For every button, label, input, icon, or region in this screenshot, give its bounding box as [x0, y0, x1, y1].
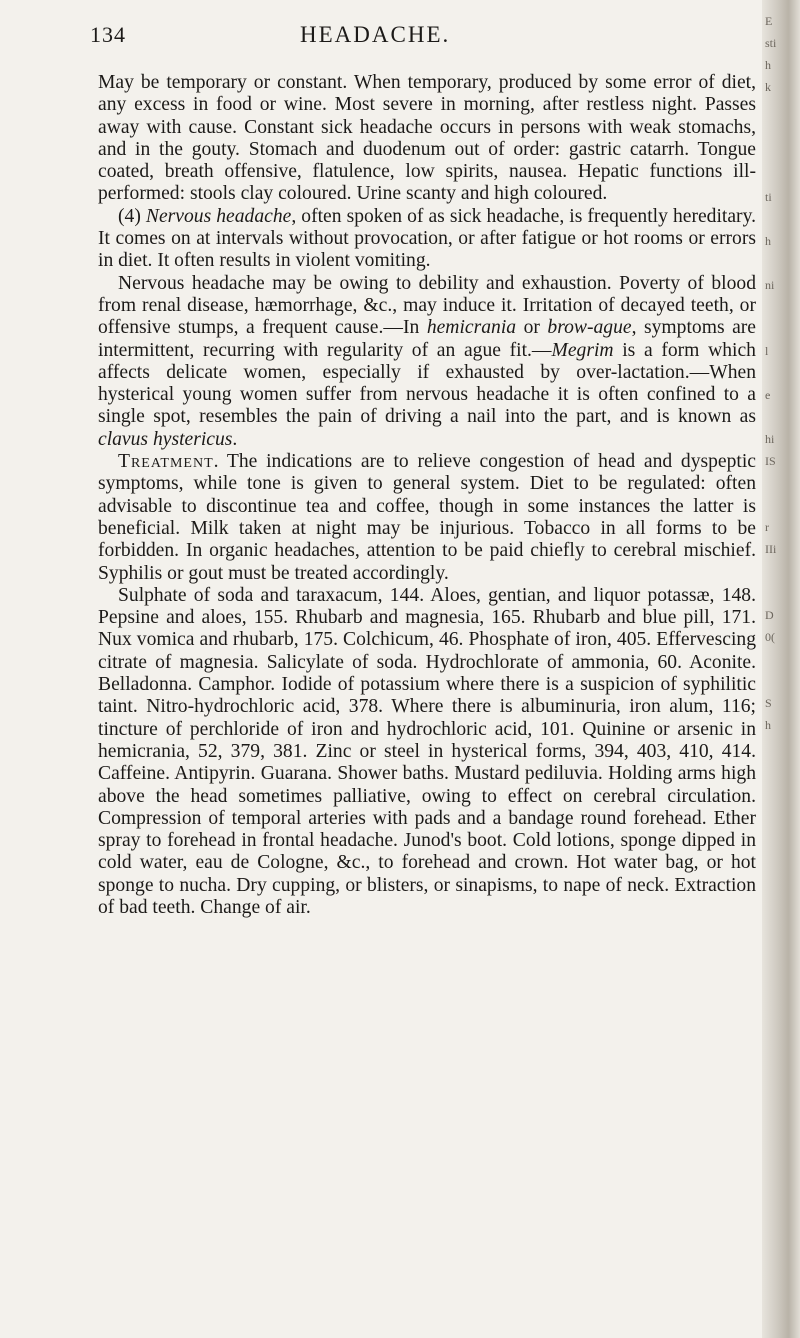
page-number: 134	[90, 22, 126, 47]
running-title: HEADACHE.	[300, 22, 451, 47]
gutter-fragment	[765, 472, 795, 494]
text-run: is a form which affects delicate women, especially if exhausted by over-lactation.—When hysterical young women suffer from nervous headache it is often confined to a single spot, resembles the pain of driving a nail into the part, and is known as	[98, 339, 756, 428]
text-run: . The indications are to relieve congestion of head and dyspeptic symptoms, while tone is given to general system. Diet to be regulated: often advisable to discontinue tea and coffee, though in some instances the latter is beneficial. Milk taken at night may be injurious. Tobacco in all forms to be forbidden. In organic headaches, attention to be paid chiefly to cerebral mischief. Syphilis or gout must be treated accordingly.	[98, 451, 756, 584]
gutter-fragment: l	[765, 344, 769, 358]
text-run: or	[516, 317, 548, 339]
gutter-fragment	[765, 560, 795, 582]
gutter-fragment: E	[765, 14, 773, 28]
text-run: , often spoken of as sick headache, is frequently hereditary. It comes on at intervals without provocation, or after fatigue or hot rooms or errors in diet. It often results in violent vomiting.	[98, 205, 756, 272]
gutter-fragment: h	[765, 234, 771, 248]
gutter-fragment	[765, 362, 795, 384]
gutter-fragment	[765, 164, 795, 186]
running-header	[0, 20, 770, 60]
italic-term: Nervous headache	[145, 205, 292, 227]
gutter-fragment: h	[765, 58, 771, 72]
gutter-fragment	[765, 252, 795, 274]
section-label: Treatment	[118, 451, 214, 473]
gutter-fragment	[765, 912, 795, 934]
gutter-fragment	[765, 318, 795, 340]
gutter-fragment: D	[765, 608, 774, 622]
gutter-fragment	[765, 648, 795, 670]
gutter-fragment	[765, 736, 795, 758]
gutter-fragment	[765, 406, 795, 428]
text-run: .	[232, 428, 238, 450]
gutter-fragment: e	[765, 388, 771, 402]
italic-term: clavus hystericus	[98, 428, 233, 450]
gutter-fragment	[765, 98, 795, 120]
gutter-fragment	[765, 956, 795, 978]
italic-term: Megrim	[551, 339, 614, 361]
gutter-fragment	[765, 296, 795, 318]
text-run: May be temporary or constant. When temporary, produced by some error of diet, any excess in food or wine. Most severe in morning, after restless night. Passes away with cause. Constant sick headache occurs in persons with weak stomachs, and in the gouty. Stomach and duodenum out of order: gastric catarrh. Tongue coated, breath offensive, flatulence, low spirits, nausea. Hepatic functions ill-performed: stools clay coloured. Urine scanty and high coloured.	[98, 72, 756, 205]
body-text	[98, 72, 756, 919]
facing-page-fragments	[765, 10, 795, 1066]
gutter-fragment	[765, 780, 795, 802]
gutter-fragment	[765, 1022, 795, 1044]
gutter-fragment: IS	[765, 454, 776, 468]
italic-term: hemicrania	[426, 317, 517, 339]
text-run: (4)	[118, 205, 146, 227]
gutter-fragment	[765, 120, 795, 142]
gutter-fragment	[765, 142, 795, 164]
gutter-fragment	[765, 868, 795, 890]
gutter-fragment	[765, 802, 795, 824]
text-run: Nervous headache may be owing to debility and exhaustion. Poverty of blood from renal disease, hæmorrhage, &c., may induce it. Irritation of decayed teeth, or offensive stumps, a frequent cause.—In	[98, 272, 756, 339]
gutter-fragment	[765, 890, 795, 912]
paragraph	[98, 451, 756, 585]
gutter-fragment	[765, 1044, 795, 1066]
text-run: Sulphate of soda and taraxacum, 144. Aloes, gentian, and liquor potassæ, 148. Pepsine and aloes, 155. Rhubarb and magnesia, 165. Rhubarb and blue pill, 171. Nux vomica and rhubarb, 175. Colchicum, 46. Phosphate of iron, 405. Effervescing citrate of magnesia. Salicylate of soda. Hydrochlorate of ammonia, 60. Aconite. Belladonna. Camphor. Iodide of potassium where there is a suspicion of syphilitic taint. Nitro-hydrochloric acid, 378. Where there is albuminuria, iron alum, 116; tincture of perchloride of iron and hydrochloric acid, 101. Quinine or arsenic in hemicrania, 52, 379, 381. Zinc or steel in hysterical forms, 394, 403, 410, 414. Caffeine. Antipyrin. Guarana. Shower baths. Mustard pediluvia. Holding arms high above the head sometimes palliative, owing to effect on cerebral circulation. Compression of temporal arteries with pads and a bandage round forehead. Ether spray to forehead in frontal headache. Junod's boot. Cold lotions, sponge dipped in cold water, eau de Cologne, &c., to forehead and crown. Hot water bag, or hot sponge to nucha. Dry cupping, or blisters, or sinapisms, to nape of neck. Extraction of bad teeth. Change of air.	[98, 584, 756, 918]
gutter-fragment: sti	[765, 36, 777, 50]
gutter-fragment	[765, 978, 795, 1000]
gutter-fragment: IIi	[765, 542, 777, 556]
gutter-fragment: k	[765, 80, 771, 94]
italic-term: brow-ague	[547, 317, 632, 339]
gutter-fragment	[765, 494, 795, 516]
gutter-fragment: S	[765, 696, 772, 710]
gutter-fragment: ti	[765, 190, 772, 204]
gutter-fragment	[765, 824, 795, 846]
gutter-fragment	[765, 846, 795, 868]
gutter-fragment: h	[765, 718, 771, 732]
gutter-fragment	[765, 582, 795, 604]
gutter-fragment	[765, 758, 795, 780]
paragraph	[98, 206, 756, 273]
gutter-fragment: r	[765, 520, 769, 534]
gutter-fragment	[765, 1000, 795, 1022]
paragraph	[98, 72, 756, 206]
gutter-fragment	[765, 208, 795, 230]
gutter-fragment: ni	[765, 278, 775, 292]
gutter-fragment	[765, 670, 795, 692]
paragraph	[98, 273, 756, 451]
gutter-fragment: hi	[765, 432, 775, 446]
gutter-fragment	[765, 934, 795, 956]
gutter-fragment: 0(	[765, 630, 775, 644]
text-run: , symptoms are intermittent, recurring with regularity of an ague fit.—	[98, 317, 756, 361]
paragraph	[98, 585, 756, 919]
